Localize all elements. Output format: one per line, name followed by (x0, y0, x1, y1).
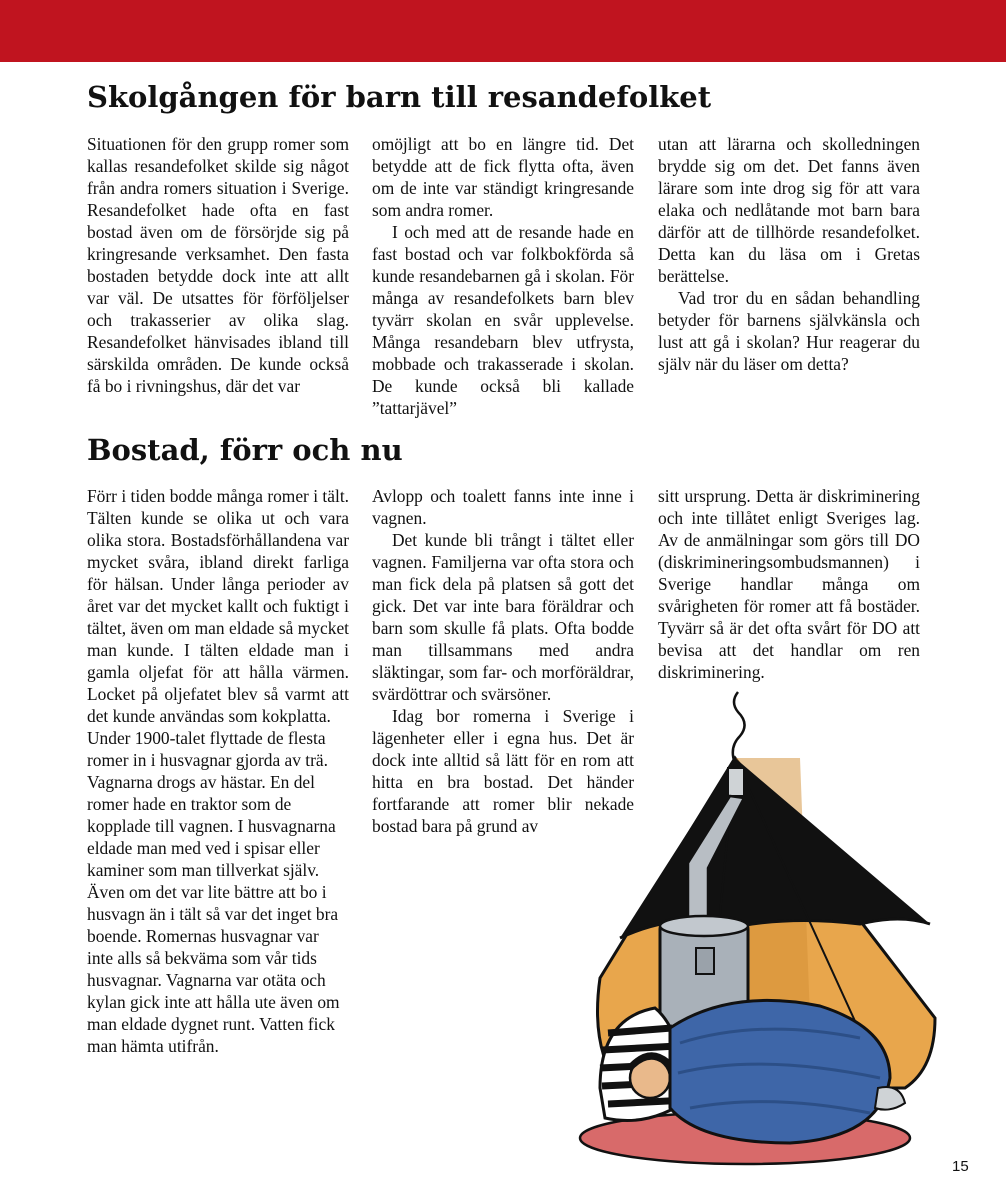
paragraph: I och med att de resande hade en fast bostad och var folkbokförda så kunde resandebarnen gå i skolan. För många av resandefolkets barn blev tyvärr skolan en svår upplevelse. Många resandebarn blev utfrysta, mobbade och trakasserade i skolan. De kunde också bli kallade ”tattarjävel” (372, 222, 634, 418)
paragraph: Det kunde bli trångt i tältet eller vagnen. Familjerna var ofta stora och man fick dela på platsen så gott det gick. Det var inte bara föräldrar och barn som skulle få plats. Ofta bodde man tillsammans med andra släktingar, som far- och morföräldrar, svärdöttrar och svärsöner. (372, 530, 634, 704)
page-number: 15 (952, 1158, 969, 1175)
section-heading-housing: Bostad, förr och nu (87, 433, 403, 467)
housing-column-3 (658, 485, 920, 683)
paragraph: Idag bor romerna i Sverige i lägenheter eller i egna hus. Det är dock inte alltid så lätt för en rom att hitta en bra bostad. Det händer fortfarande att romer blir nekade bostad bara på grund av (372, 706, 634, 836)
paragraph: Situationen för den grupp romer som kallas resandefolket skilde sig något från andra romers situation i Sverige. Resandefolket hade ofta en fast bostad även om de försörjde sig på kringresande verksamhet. Den fasta bostaden betydde dock inte att allt var väl. De utsattes för förföljelser och trakasserier av olika slag. Resandefolket hänvisades ibland till särskilda områden. De kunde också få bo i rivningshus, där det var (87, 134, 349, 396)
top-color-bar (0, 0, 1006, 62)
paragraph: Förr i tiden bodde många romer i tält. Tälten kunde se olika ut och vara olika stora. Bostadsförhållandena var mycket svåra, ibland direkt farliga för hälsan. Under långa perioder av året var det mycket kallt och fuktigt i tältet, även om man eldade så mycket man kunde. I tälten eldade man i gamla oljefat för att hålla värmen. Locket på oljefatet blev så varmt att det kunde användas som kokplatta. (87, 486, 349, 726)
tent-stove-sleeping-child-illustration (560, 688, 960, 1178)
schooling-column-2 (372, 133, 634, 419)
paragraph: Under 1900-talet flyttade de flesta romer in i husvagnar gjorda av trä. Vagnarna drogs av hästar. En del romer hade en traktor som de kopplade till vagnen. I husvagnarna eldade man med ved i spisar eller kaminer som man tillverkat själv. Även om det var lite bättre att bo i husvagn än i tält så var det inget bra boende. Romernas husvagnar var inte alls så bekväma som vår tids husvagnar. Vagnarna var otäta och kylan gick inte att hålla ute även om man eldade dygnet runt. Vatten fick man hämta utifrån. (87, 728, 340, 1056)
paragraph: sitt ursprung. Detta är diskriminering och inte tillåtet enligt Sveriges lag. Av de anmälningar som görs till DO (diskrimineringsombudsmannen) i Sverige handlar många om svårigheten för romer att få bostäder. Tyvärr så är det ofta svårt för DO att bevisa att det handlar om ren diskriminering. (658, 486, 920, 682)
section-heading-schooling: Skolgången för barn till resandefolket (87, 80, 712, 114)
paragraph: utan att lärarna och skolledningen brydde sig om det. Det fanns även lärare som inte drog sig för att vara elaka och nedlåtande mot barn bara därför att de tillhörde resandefolket. Detta kan du läsa om i Gretas berättelse. (658, 134, 920, 286)
housing-column-1 (87, 485, 349, 1057)
paragraph: omöjligt att bo en längre tid. Det betydde att de fick flytta ofta, även om de inte var ständigt kringresande som andra romer. (372, 134, 634, 220)
paragraph: Avlopp och toalett fanns inte inne i vagnen. (372, 486, 634, 528)
schooling-column-1 (87, 133, 349, 397)
paragraph: Vad tror du en sådan behandling betyder för barnens självkänsla och lust att gå i skolan? Hur reagerar du själv när du läser om detta? (658, 288, 920, 374)
schooling-column-3 (658, 133, 920, 375)
